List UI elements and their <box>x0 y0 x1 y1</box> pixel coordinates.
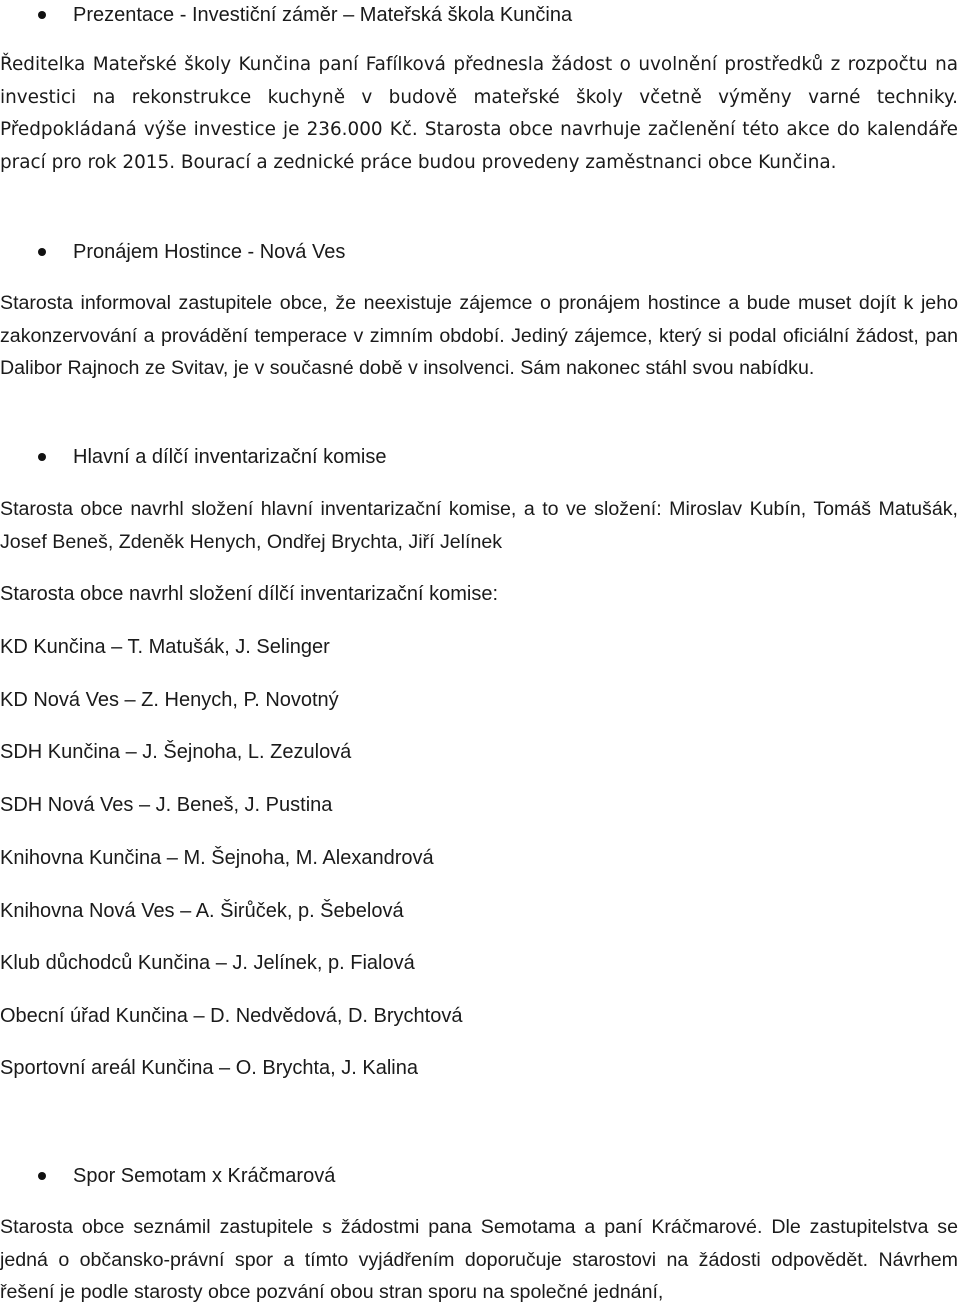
heading-text: Hlavní a dílčí inventarizační komise <box>73 445 387 468</box>
paragraph-inventarizace: Starosta obce navrhl složení hlavní inventarizační komise, a to ve složení: Miroslav Kubín, Tomáš Matušák, Josef Beneš, Zdeněk Henych, Ondřej Brychta, Jiří Jelínek <box>0 498 958 553</box>
list-item: Knihovna Nová Ves – A. Širůček, p. Šebelová <box>0 900 404 922</box>
list-item: Obecní úřad Kunčina – D. Nedvědová, D. Brychtová <box>0 1005 463 1027</box>
heading-text: Prezentace - Investiční záměr – Mateřská škola Kunčina <box>73 3 573 26</box>
list-item: Sportovní areál Kunčina – O. Brychta, J. Kalina <box>0 1057 418 1079</box>
bullet-icon <box>38 453 46 461</box>
paragraph-spor: Starosta obce seznámil zastupitele s žádostmi pana Semotama a paní Kráčmarové. Dle zastupitelstva se jedná o občansko-právní spor a tímto vyjádřením doporučuje starostovi na žádosti odpovědět. Návrhem řešení je podle starosty obce pozvání obou stran sporu na společné jednání, <box>0 1216 958 1303</box>
heading-text: Spor Semotam x Kráčmarová <box>73 1164 336 1187</box>
bullet-icon <box>38 1172 46 1180</box>
bullet-icon <box>38 248 46 256</box>
paragraph-zamer: Ředitelka Mateřské školy Kunčina paní Fafílková přednesla žádost o uvolnění prostředků z rozpočtu na investici na rekonstrukce kuchyně v budově mateřské školy včetně výměny varné techniky. Předpokládaná výše investice je 236.000 Kč. Starosta obce navrhuje začlenění této akce do kalendáře prací pro rok 2015. Bourací a zednické práce budou provedeny zaměstnanci obce Kunčina. <box>0 54 958 173</box>
heading-text: Pronájem Hostince - Nová Ves <box>73 240 346 263</box>
list-item: Klub důchodců Kunčina – J. Jelínek, p. Fialová <box>0 952 415 974</box>
list-item: SDH Nová Ves – J. Beneš, J. Pustina <box>0 794 333 816</box>
list-item: Knihovna Kunčina – M. Šejnoha, M. Alexandrová <box>0 847 434 869</box>
subheading-dilci-komise: Starosta obce navrhl složení dílčí inventarizační komise: <box>0 583 499 605</box>
list-item: KD Nová Ves – Z. Henych, P. Novotný <box>0 689 339 711</box>
list-item: SDH Kunčina – J. Šejnoha, L. Zezulová <box>0 741 352 763</box>
list-item: KD Kunčina – T. Matušák, J. Selinger <box>0 636 330 658</box>
bullet-icon <box>38 11 46 19</box>
paragraph-hostinec: Starosta informoval zastupitele obce, že neexistuje zájemce o pronájem hostince a bude muset dojít k jeho zakonzervování a provádění temperace v zimním období. Jediný zájemce, který si podal oficiální žádost, pan Dalibor Rajnoch ze Svitav, je v současné době v insolvenci. Sám nakonec stáhl svou nabídku. <box>0 292 958 379</box>
